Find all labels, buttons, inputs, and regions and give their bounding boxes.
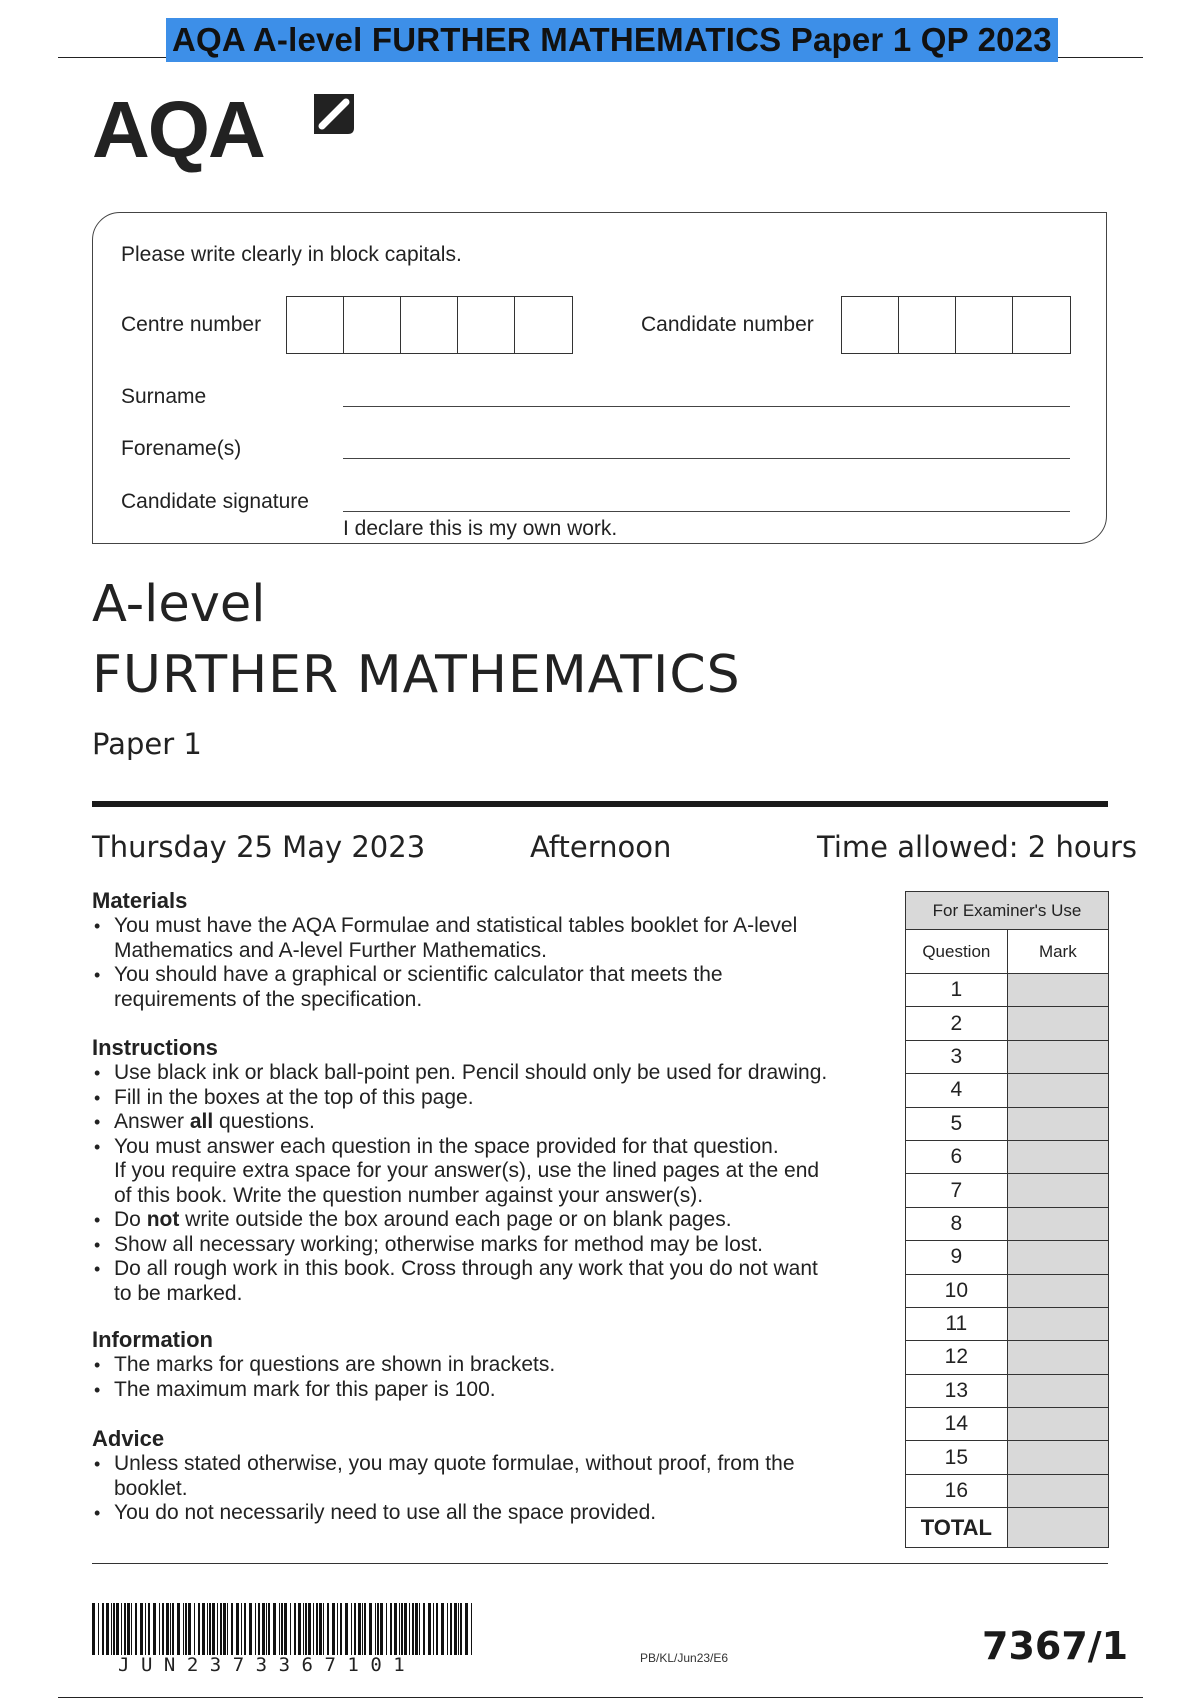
candidate-details-box (92, 212, 1107, 544)
barcode-bar (255, 1603, 256, 1655)
barcode-bar (231, 1603, 233, 1655)
list-item-text: requirements of the specification. (114, 987, 423, 1011)
barcode-bar (212, 1603, 215, 1655)
barcode-bar (409, 1603, 410, 1655)
information-heading: Information (92, 1327, 213, 1352)
table-row (906, 1474, 1109, 1507)
centre-number-label: Centre number (121, 313, 262, 336)
question-number: 8 (906, 1207, 1008, 1240)
question-number: 5 (906, 1107, 1008, 1140)
table-row (906, 1441, 1109, 1474)
barcode-bar (327, 1603, 329, 1655)
barcode (92, 1603, 477, 1655)
barcode-bar (162, 1603, 164, 1655)
barcode-bar (127, 1603, 130, 1655)
list-item: • The maximum mark for this paper is 100. (92, 1378, 892, 1403)
candidate-number-label: Candidate number (641, 313, 814, 336)
barcode-bar (244, 1603, 246, 1655)
total-mark-cell (1007, 1508, 1108, 1548)
mark-cell (1007, 1007, 1108, 1040)
list-item: • You do not necessarily need to use all the space provided. (92, 1501, 892, 1526)
barcode-bar (106, 1603, 109, 1655)
list-item-text: • You must answer each question in the space provided for that question. (114, 1134, 779, 1158)
surname-label: Surname (121, 385, 207, 408)
barcode-bar (281, 1603, 283, 1655)
barcode-bar (404, 1603, 407, 1655)
advice-section (92, 1426, 892, 1526)
table-row (906, 1140, 1109, 1173)
barcode-bar (458, 1603, 459, 1655)
barcode-bar (332, 1603, 335, 1655)
exam-session: Afternoon (530, 830, 672, 864)
barcode-bar (351, 1603, 352, 1655)
table-row (906, 1408, 1109, 1441)
list-item (92, 1135, 892, 1209)
candidate-digit-box[interactable] (899, 297, 956, 353)
surname-field[interactable] (343, 406, 1070, 407)
barcode-bar (266, 1603, 267, 1655)
list-item-text: of this book. Write the question number against your answer(s). (114, 1183, 704, 1207)
barcode-bar (279, 1603, 280, 1655)
barcode-bar (131, 1603, 132, 1655)
list-item-text: • Do all rough work in this book. Cross through any work that you do not want (114, 1257, 818, 1280)
barcode-bar (345, 1603, 348, 1655)
barcode-bar (135, 1603, 137, 1655)
barcode-bar (140, 1603, 143, 1655)
barcode-bar (113, 1603, 115, 1655)
barcode-bar (262, 1603, 265, 1655)
question-number: 7 (906, 1174, 1008, 1207)
table-row (906, 974, 1109, 1007)
list-item (92, 1452, 892, 1501)
header-divider (92, 801, 1108, 807)
mark-column-header: Mark (1007, 930, 1108, 974)
subject-title: FURTHER MATHEMATICS (92, 645, 741, 705)
block-capitals-instruction: Please write clearly in block capitals. (121, 243, 462, 266)
materials-heading: Materials (92, 888, 188, 913)
question-number: 11 (906, 1307, 1008, 1340)
mark-cell (1007, 1408, 1108, 1441)
barcode-bar (198, 1603, 200, 1655)
text: Answer (114, 1110, 190, 1133)
mark-cell (1007, 1341, 1108, 1374)
barcode-bar (166, 1603, 169, 1655)
barcode-bar (268, 1603, 270, 1655)
barcode-bar (98, 1603, 99, 1655)
table-row (906, 1241, 1109, 1274)
list-item: • Show all necessary working; otherwise marks for method may be lost. (92, 1233, 892, 1258)
signature-label: Candidate signature (121, 490, 309, 513)
logo-text: AQA (92, 85, 264, 174)
list-item (92, 963, 892, 1012)
barcode-digits: JUN2373367101 (118, 1654, 417, 1676)
emphasis: not (146, 1208, 180, 1231)
question-number: 14 (906, 1408, 1008, 1441)
barcode-bar (460, 1603, 462, 1655)
barcode-bar (258, 1603, 260, 1655)
footer-divider (92, 1563, 1108, 1564)
examiner-use-table (905, 891, 1109, 1548)
list-item: • Use black ink or black ball-point pen. Pencil should only be used for drawing. (92, 1061, 892, 1086)
question-number: 15 (906, 1441, 1008, 1474)
barcode-bar (399, 1603, 400, 1655)
question-number: 10 (906, 1274, 1008, 1307)
centre-digit-box[interactable] (458, 297, 515, 353)
materials-section (92, 888, 892, 1012)
barcode-bar (401, 1603, 403, 1655)
barcode-bar (124, 1603, 126, 1655)
list-item-text: • Unless stated otherwise, you may quote formulae, without proof, from the (114, 1452, 795, 1475)
barcode-bar (436, 1603, 438, 1655)
page-bottom-rule (58, 1697, 1143, 1698)
table-row (906, 1207, 1109, 1240)
table-row (906, 1007, 1109, 1040)
barcode-bar (202, 1603, 205, 1655)
barcode-bar (172, 1603, 174, 1655)
barcode-bar (217, 1603, 218, 1655)
barcode-bar (323, 1603, 324, 1655)
barcode-bar (386, 1603, 387, 1655)
candidate-digit-box[interactable] (956, 297, 1013, 353)
list-item-text: to be marked. (114, 1281, 243, 1305)
list-item (92, 1257, 892, 1306)
barcode-bar (308, 1603, 311, 1655)
mark-cell (1007, 1174, 1108, 1207)
barcode-bar (450, 1603, 452, 1655)
barcode-bar (316, 1603, 318, 1655)
barcode-bar (159, 1603, 160, 1655)
table-row (906, 1307, 1109, 1340)
information-section (92, 1327, 892, 1402)
barcode-bar (92, 1603, 95, 1655)
paper-number: Paper 1 (92, 727, 202, 761)
candidate-digit-box[interactable] (1013, 297, 1070, 353)
barcode-bar (394, 1603, 397, 1655)
question-number: 9 (906, 1241, 1008, 1274)
barcode-bar (313, 1603, 314, 1655)
barcode-bar (454, 1603, 457, 1655)
barcode-bar (337, 1603, 338, 1655)
list-item-text: • You must have the AQA Formulae and statistical tables booklet for A-level (114, 914, 798, 937)
list-item (92, 1208, 892, 1233)
question-number: 12 (906, 1341, 1008, 1374)
candidate-digit-box[interactable] (842, 297, 899, 353)
barcode-bar (145, 1603, 146, 1655)
barcode-bar (305, 1603, 307, 1655)
mark-cell (1007, 1140, 1108, 1173)
barcode-bar (111, 1603, 112, 1655)
document-title: AQA A-level FURTHER MATHEMATICS Paper 1 QP 2023 (166, 18, 1058, 62)
barcode-bar (227, 1603, 228, 1655)
list-item (92, 1110, 892, 1135)
barcode-bar (465, 1603, 468, 1655)
print-reference: PB/KL/Jun23/E6 (640, 1651, 729, 1665)
table-row (906, 1107, 1109, 1140)
barcode-bar (188, 1603, 191, 1655)
centre-digit-box[interactable] (515, 297, 572, 353)
barcode-bar (428, 1603, 431, 1655)
instructions-section (92, 1035, 892, 1306)
mark-cell (1007, 1241, 1108, 1274)
barcode-bar (447, 1603, 448, 1655)
time-allowed: Time allowed: 2 hours (817, 830, 1137, 864)
list-item: • The marks for questions are shown in brackets. (92, 1353, 892, 1378)
barcode-bar (298, 1603, 301, 1655)
barcode-bar (284, 1603, 287, 1655)
barcode-bar (170, 1603, 171, 1655)
barcode-bar (183, 1603, 184, 1655)
mark-cell (1007, 1207, 1108, 1240)
list-item-text: • You should have a graphical or scientific calculator that meets the (114, 963, 723, 986)
barcode-bar (433, 1603, 434, 1655)
question-column-header: Question (906, 930, 1008, 974)
centre-digit-box[interactable] (287, 297, 344, 353)
question-number: 4 (906, 1074, 1008, 1107)
mark-cell (1007, 974, 1108, 1007)
barcode-bar (390, 1603, 392, 1655)
question-number: 1 (906, 974, 1008, 1007)
barcode-bar (290, 1603, 291, 1655)
question-number: 3 (906, 1040, 1008, 1073)
mark-cell (1007, 1274, 1108, 1307)
table-row (906, 1074, 1109, 1107)
candidate-number-boxes[interactable] (841, 296, 1071, 354)
barcode-bar (380, 1603, 383, 1655)
barcode-bar (415, 1603, 418, 1655)
mark-cell (1007, 1074, 1108, 1107)
text: Do (114, 1208, 147, 1231)
barcode-bar (362, 1603, 363, 1655)
question-number: 6 (906, 1140, 1008, 1173)
text: questions. (213, 1110, 315, 1133)
table-row (906, 1374, 1109, 1407)
barcode-bar (294, 1603, 296, 1655)
barcode-bar (377, 1603, 379, 1655)
mark-cell (1007, 1441, 1108, 1474)
question-number: 13 (906, 1374, 1008, 1407)
question-number: 2 (906, 1007, 1008, 1040)
instructions-heading: Instructions (92, 1035, 218, 1060)
advice-heading: Advice (92, 1426, 165, 1451)
examiner-table-title: For Examiner's Use (906, 892, 1109, 930)
barcode-bar (102, 1603, 104, 1655)
table-row (906, 1040, 1109, 1073)
barcode-bar (273, 1603, 276, 1655)
declaration-text: I declare this is my own work. (343, 517, 618, 540)
barcode-bar (116, 1603, 119, 1655)
barcode-bar (303, 1603, 304, 1655)
centre-digit-box[interactable] (344, 297, 401, 353)
barcode-bar (177, 1603, 180, 1655)
table-row (906, 1274, 1109, 1307)
barcode-bar (153, 1603, 156, 1655)
barcode-bar (419, 1603, 420, 1655)
barcode-bar (364, 1603, 366, 1655)
barcode-bar (223, 1603, 226, 1655)
text: write outside the box around each page or on blank pages. (179, 1208, 732, 1231)
mark-cell (1007, 1040, 1108, 1073)
table-row (906, 1341, 1109, 1374)
barcode-bar (194, 1603, 195, 1655)
mark-cell (1007, 1307, 1108, 1340)
barcode-bar (369, 1603, 372, 1655)
total-label: TOTAL (906, 1508, 1008, 1548)
list-item-text: If you require extra space for your answer(s), use the lined pages at the end (114, 1159, 820, 1182)
mark-cell (1007, 1474, 1108, 1507)
barcode-bar (241, 1603, 242, 1655)
mark-cell (1007, 1374, 1108, 1407)
list-item (92, 914, 892, 963)
barcode-bar (441, 1603, 444, 1655)
barcode-bar (236, 1603, 239, 1655)
barcode-bar (471, 1603, 472, 1655)
table-row (906, 1174, 1109, 1207)
question-rows (906, 974, 1109, 1508)
barcode-bar (207, 1603, 208, 1655)
mark-cell (1007, 1107, 1108, 1140)
barcode-bar (423, 1603, 425, 1655)
aqa-flag-icon (296, 90, 356, 148)
question-number: 16 (906, 1474, 1008, 1507)
barcode-bar (249, 1603, 252, 1655)
qualification-level: A-level (92, 575, 266, 634)
emphasis: all (189, 1110, 214, 1133)
forenames-field[interactable] (343, 458, 1070, 459)
barcode-bar (354, 1603, 356, 1655)
barcode-bar (319, 1603, 322, 1655)
barcode-bar (412, 1603, 414, 1655)
aqa-logo (92, 85, 264, 174)
barcode-bar (358, 1603, 361, 1655)
centre-number-boxes[interactable] (286, 296, 573, 354)
list-item-text: Mathematics and A-level Further Mathematics. (114, 938, 548, 962)
exam-date: Thursday 25 May 2023 (92, 830, 426, 864)
signature-field[interactable] (343, 511, 1070, 512)
barcode-bar (340, 1603, 342, 1655)
paper-code: 7367/1 (982, 1624, 1129, 1668)
forenames-label: Forename(s) (121, 437, 242, 460)
barcode-bar (220, 1603, 222, 1655)
barcode-bar (185, 1603, 187, 1655)
barcode-bar (121, 1603, 122, 1655)
centre-digit-box[interactable] (401, 297, 458, 353)
barcode-bar (375, 1603, 376, 1655)
list-item: • Fill in the boxes at the top of this page. (92, 1086, 892, 1111)
barcode-bar (209, 1603, 211, 1655)
barcode-bar (148, 1603, 150, 1655)
list-item-text: booklet. (114, 1476, 188, 1500)
